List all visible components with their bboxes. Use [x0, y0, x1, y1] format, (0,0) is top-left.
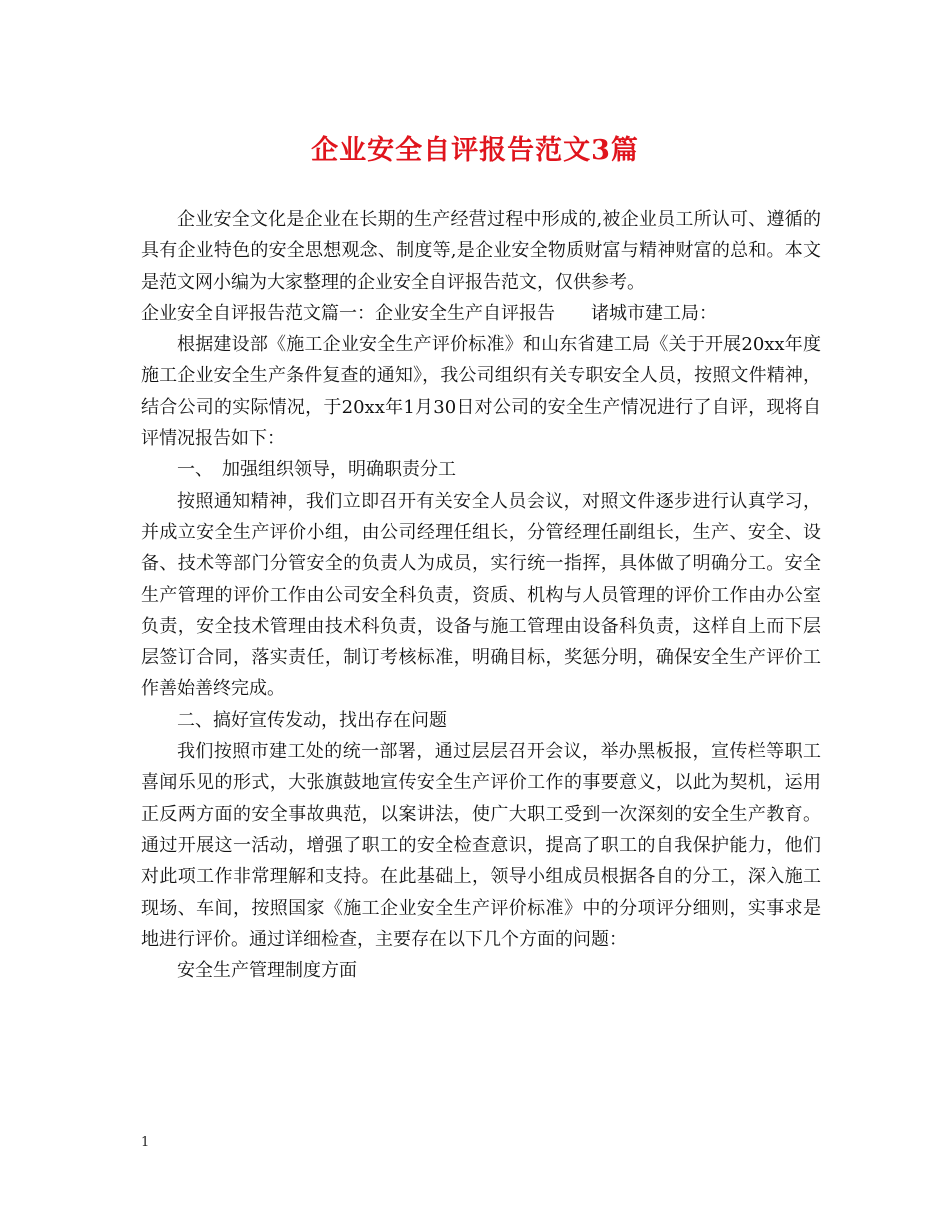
organization-paragraph: 按照通知精神，我们立即召开有关安全人员会议，对照文件逐步进行认真学习，并成立安全生产评价小组，由公司经理任组长，分管经理任副组长，生产、安全、设备、技术等部门分管安全的负责人为成员，实行统一指挥，具体做了明确分工。安全生产管理的评价工作由公司安全科负责，资质、机构与人员管理的评价工作由办公室负责，安全技术管理由技术科负责，设备与施工管理由设备科负责，这样自上而下层层签订合同，落实责任，制订考核标准，明确目标，奖惩分明，确保安全生产评价工作善始善终完成。 [141, 490, 821, 700]
subheading-two: 二、搞好宣传发动，找出存在问题 [177, 709, 447, 731]
publicity-paragraph: 我们按照市建工处的统一部署，通过层层召开会议，举办黑板报，宣传栏等职工喜闻乐见的形式，大张旗鼓地宣传安全生产评价工作的事要意义，以此为契机，运用正反两方面的安全事故典范，以案讲法，使广大职工受到一次深刻的安全生产教育。通过开展这一活动，增强了职工的安全检查意识，提高了职工的自我保护能力，他们对此项工作非常理解和支持。在此基础上，领导小组成员根据各自的分工，深入施工现场、车间，按照国家《施工企业安全生产评价标准》中的分项评分细则，实事求是地进行评价。通过详细检查，主要存在以下几个方面的问题： [141, 741, 821, 950]
subheading-one: 一、 加强组织领导，明确职责分工 [177, 459, 456, 481]
page-number: 1 [141, 1135, 150, 1150]
management-system-heading: 安全生产管理制度方面 [177, 960, 357, 982]
document-body [141, 204, 821, 986]
intro-paragraph: 企业安全文化是企业在长期的生产经营过程中形成的,被企业员工所认可、遵循的具有企业特色的安全思想观念、制度等,是企业安全物质财富与精神财富的总和。本文是范文网小编为大家整理的企业安全自评报告范文，仅供参考。 [141, 209, 821, 293]
document-title: 企业安全自评报告范文3篇 [311, 135, 639, 166]
section-heading-paragraph: 企业安全自评报告范文篇一：企业安全生产自评报告 诸城市建工局： [141, 302, 717, 324]
report-opening-paragraph: 根据建设部《施工企业安全生产评价标准》和山东省建工局《关于开展20xx年度施工企业安全生产条件复查的通知》，我公司组织有关专职安全人员，按照文件精神，结合公司的实际情况，于20xx年1月30日对公司的安全生产情况进行了自评，现将自评情况报告如下： [141, 334, 821, 450]
